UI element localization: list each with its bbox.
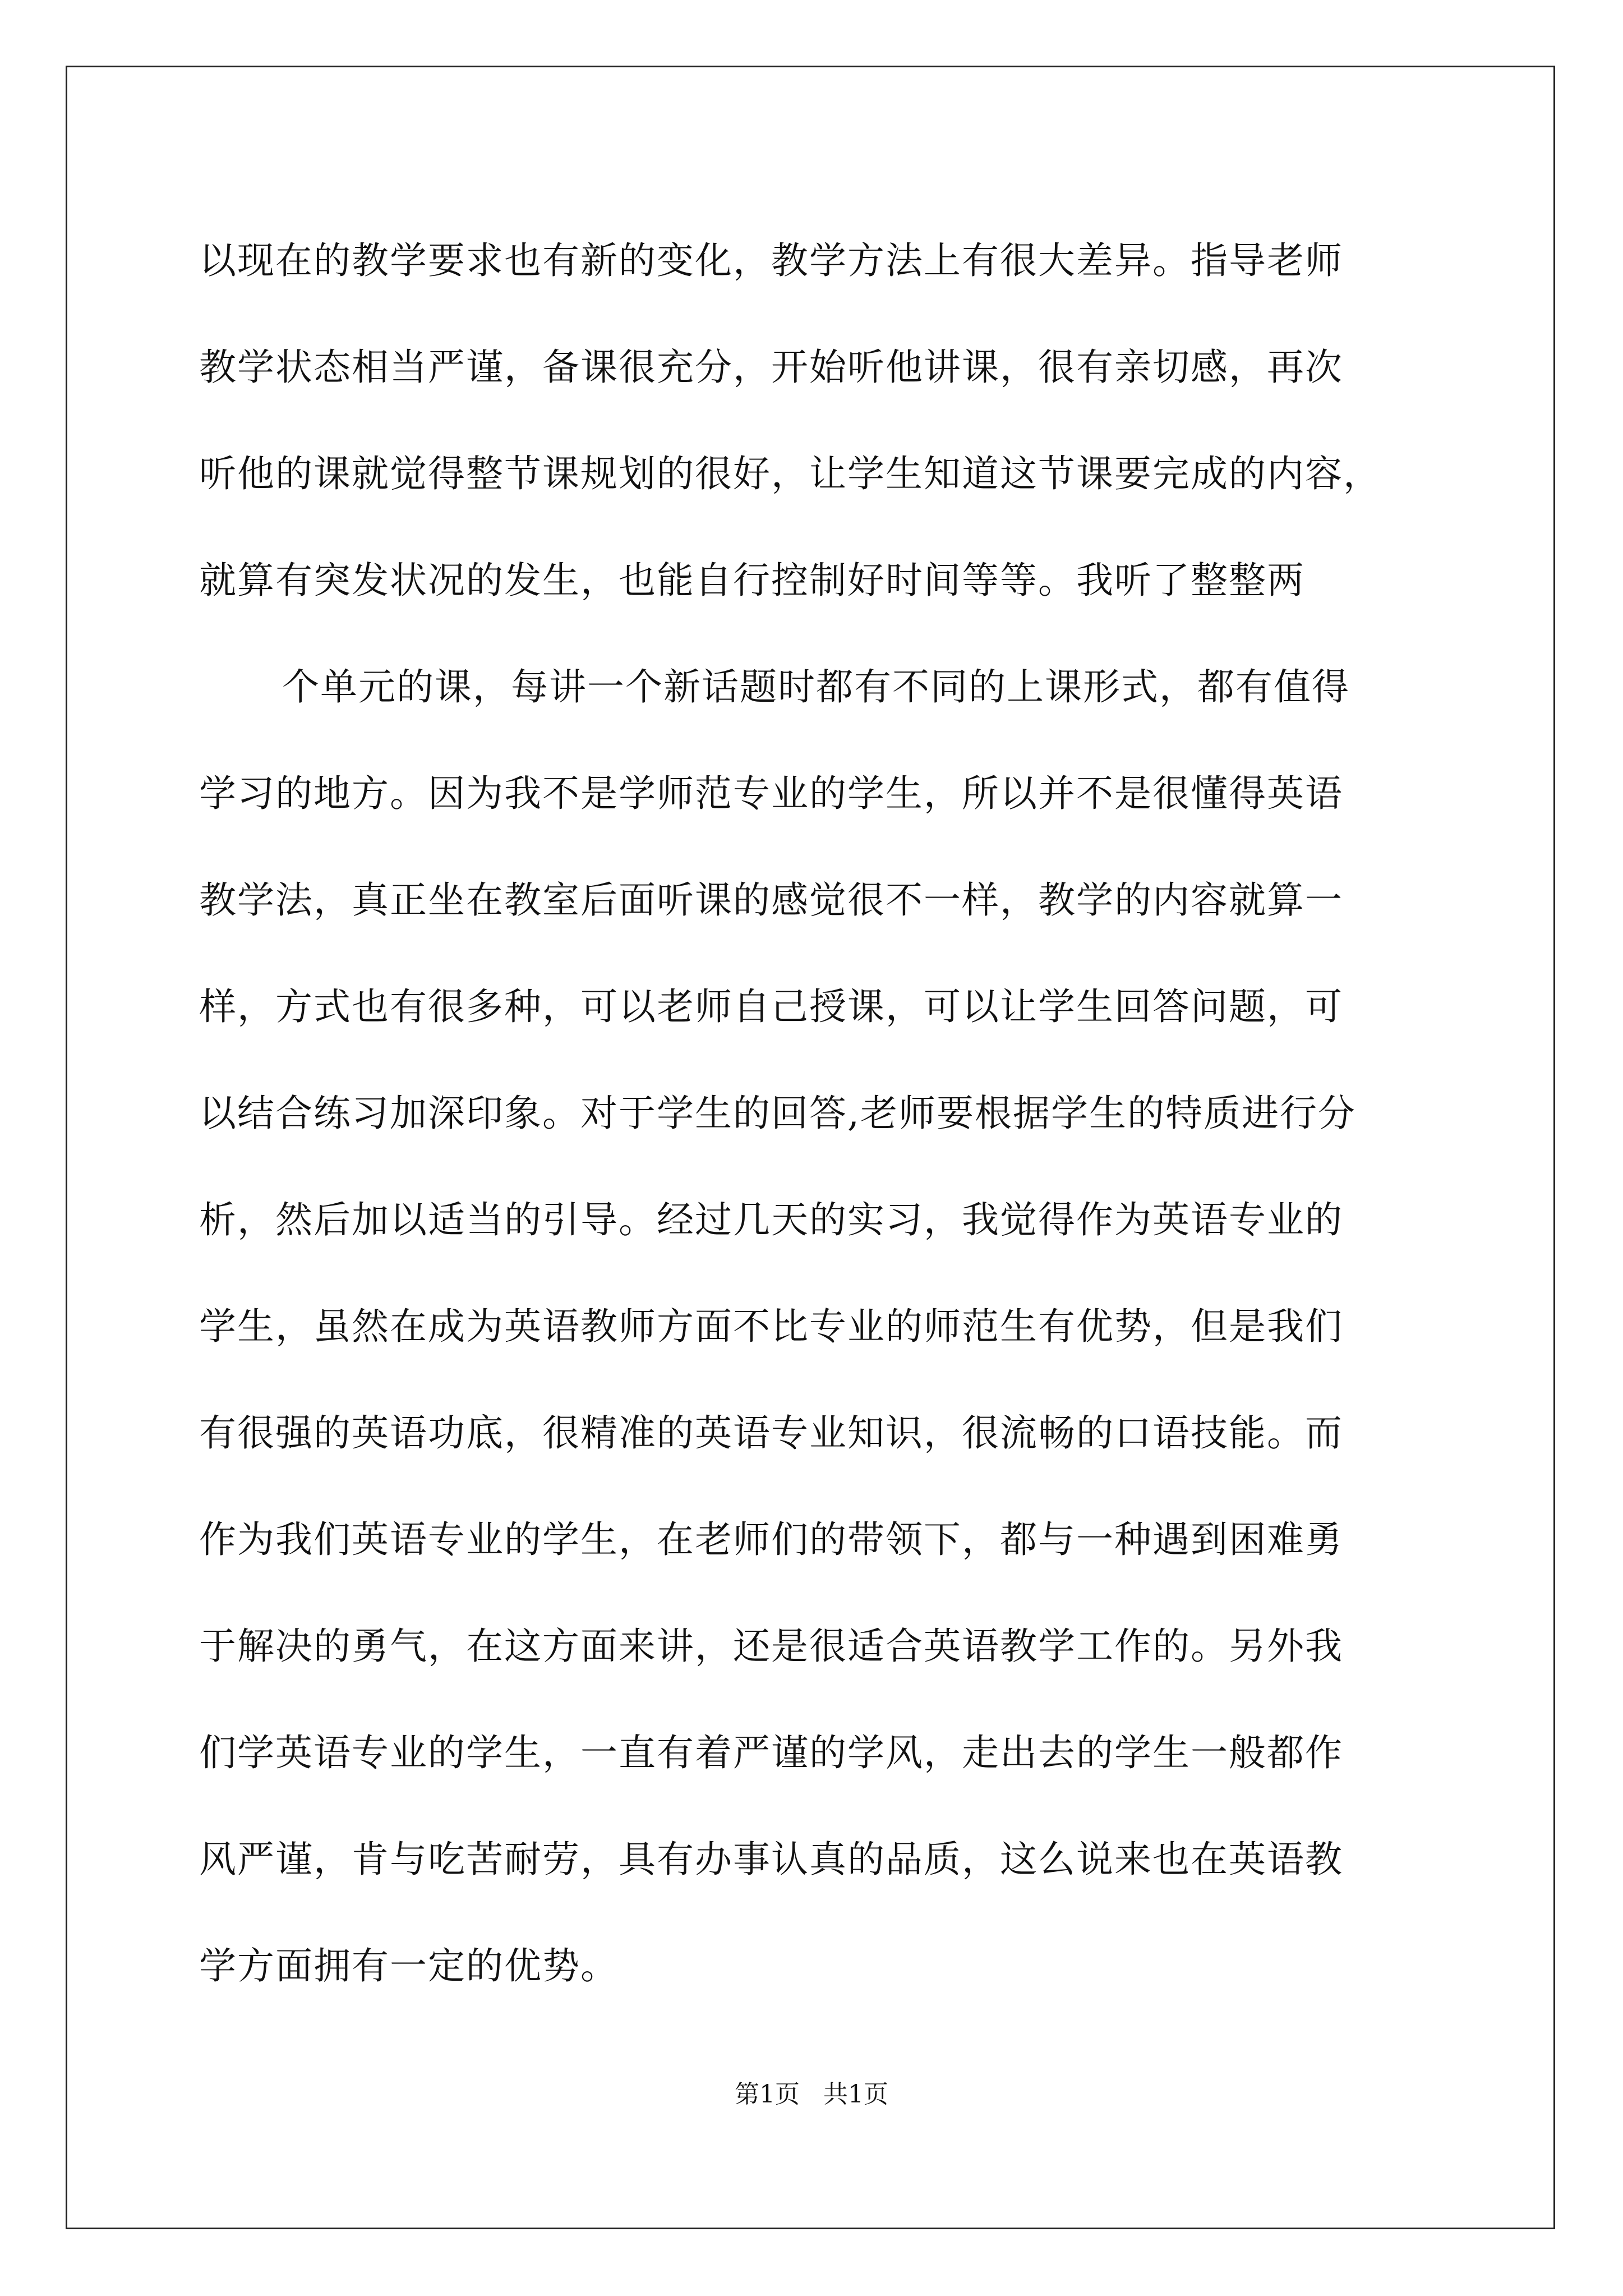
text-line-11: 学生，虽然在成为英语教师方面不比专业的师范生有优势，但是我们 bbox=[199, 1305, 1343, 1348]
text-line-14: 于解决的勇气，在这方面来讲，还是很适合英语教学工作的。另外我 bbox=[199, 1625, 1343, 1668]
text-line-12: 有很强的英语功底，很精准的英语专业知识，很流畅的口语技能。而 bbox=[199, 1411, 1343, 1455]
text-line-9: 以结合练习加深印象。对于学生的回答,老师要根据学生的特质进行分 bbox=[199, 1092, 1356, 1135]
text-line-5-paragraph-start: 个单元的课，每讲一个新话题时都有不同的上课形式，都有值得 bbox=[282, 665, 1350, 708]
text-line-1: 以现在的教学要求也有新的变化，教学方法上有很大差异。指导老师 bbox=[199, 239, 1343, 282]
page-number-footer: 第1页 共1页 bbox=[735, 2080, 888, 2109]
text-line-8: 样，方式也有很多种，可以老师自己授课，可以让学生回答问题，可 bbox=[199, 985, 1343, 1028]
text-line-3: 听他的课就觉得整节课规划的很好，让学生知道这节课要完成的内容， bbox=[199, 452, 1381, 495]
text-line-6: 学习的地方。因为我不是学师范专业的学生，所以并不是很懂得英语 bbox=[199, 772, 1343, 815]
text-line-4: 就算有突发状况的发生，也能自行控制好时间等等。我听了整整两 bbox=[199, 559, 1305, 602]
document-body bbox=[199, 208, 1461, 2019]
text-line-10: 析，然后加以适当的引导。经过几天的实习，我觉得作为英语专业的 bbox=[199, 1198, 1343, 1241]
text-line-15: 们学英语专业的学生，一直有着严谨的学风，走出去的学生一般都作 bbox=[199, 1731, 1343, 1774]
text-line-7: 教学法，真正坐在教室后面听课的感觉很不一样，教学的内容就算一 bbox=[199, 878, 1343, 922]
text-line-16: 风严谨，肯与吃苦耐劳，具有办事认真的品质，这么说来也在英语教 bbox=[199, 1838, 1343, 1881]
text-line-13: 作为我们英语专业的学生，在老师们的带领下，都与一种遇到困难勇 bbox=[199, 1518, 1343, 1561]
text-line-2: 教学状态相当严谨，备课很充分，开始听他讲课，很有亲切感，再次 bbox=[199, 346, 1343, 389]
text-line-17: 学方面拥有一定的优势。 bbox=[199, 1944, 619, 1987]
